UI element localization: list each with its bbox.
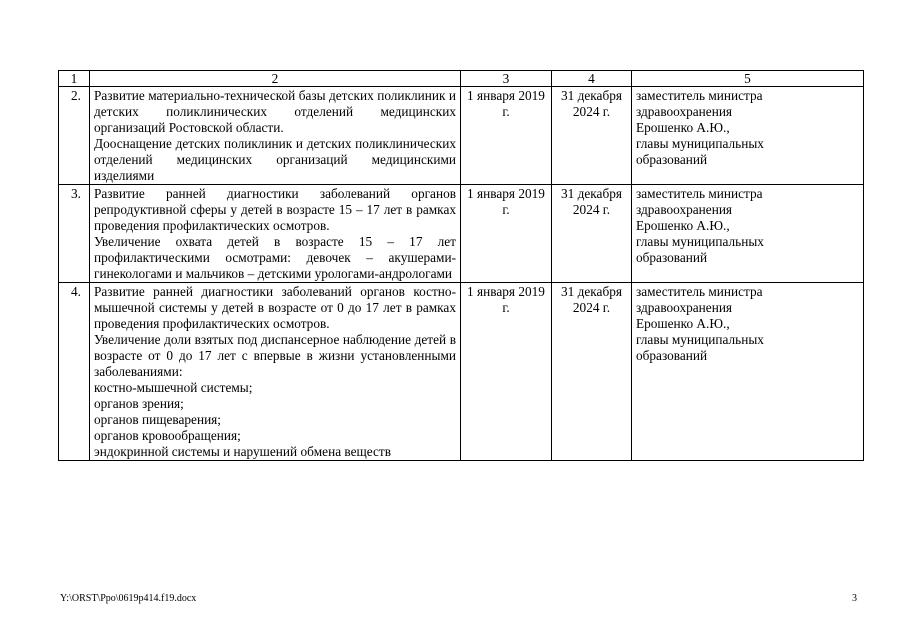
table-row	[59, 283, 864, 461]
description-line: органов кровообращения;	[94, 428, 241, 443]
row-description	[90, 87, 461, 185]
start-date: 1 января 2019 г.	[461, 185, 552, 283]
responsible-line: Ерошенко А.Ю.,	[636, 120, 730, 135]
responsible-line: главы муниципальных	[636, 332, 764, 347]
row-number: 2.	[59, 87, 90, 185]
description-paragraph: Увеличение доли взятых под диспансерное наблюдение детей в возрасте от 0 до 17 лет с впервые в жизни установленными заболеваниями:	[94, 332, 456, 379]
responsible-line: заместитель министра	[636, 88, 763, 103]
table-row	[59, 87, 864, 185]
responsible-line: заместитель министра	[636, 186, 763, 201]
description-line: костно-мышечной системы;	[94, 380, 253, 395]
responsible-line: здравоохранения	[636, 104, 733, 119]
row-description	[90, 185, 461, 283]
header-cell: 2	[90, 71, 461, 87]
responsible-line: Ерошенко А.Ю.,	[636, 218, 730, 233]
responsible-line: здравоохранения	[636, 202, 733, 217]
responsible-line: образований	[636, 250, 708, 265]
description-paragraph: Развитие ранней диагностики заболеваний органов костно-мышечной системы у детей в возрасте от 0 до 17 лет в рамках проведения профилактических осмотров.	[94, 284, 456, 331]
header-cell: 4	[552, 71, 632, 87]
row-number: 3.	[59, 185, 90, 283]
header-cell: 3	[461, 71, 552, 87]
end-date: 31 декабря 2024 г.	[552, 283, 632, 461]
end-date: 31 декабря 2024 г.	[552, 87, 632, 185]
description-line: органов зрения;	[94, 396, 184, 411]
responsible-line: здравоохранения	[636, 300, 733, 315]
page-number: 3	[852, 593, 857, 604]
responsible-line: заместитель министра	[636, 284, 763, 299]
header-cell: 5	[632, 71, 864, 87]
footer-file-path: Y:\ORST\Ppo\0619p414.f19.docx	[60, 593, 197, 604]
description-line: органов пищеварения;	[94, 412, 221, 427]
description-line: эндокринной системы и нарушений обмена веществ	[94, 444, 391, 459]
table-header-row	[59, 71, 864, 87]
row-number: 4.	[59, 283, 90, 461]
end-date: 31 декабря 2024 г.	[552, 185, 632, 283]
responsible-line: Ерошенко А.Ю.,	[636, 316, 730, 331]
measures-table	[58, 70, 864, 461]
responsible	[632, 87, 864, 185]
responsible-line: образований	[636, 348, 708, 363]
row-description	[90, 283, 461, 461]
responsible	[632, 283, 864, 461]
start-date: 1 января 2019 г.	[461, 283, 552, 461]
responsible-line: главы муниципальных	[636, 234, 764, 249]
responsible-line: главы муниципальных	[636, 136, 764, 151]
header-cell: 1	[59, 71, 90, 87]
responsible	[632, 185, 864, 283]
description-paragraph: Дооснащение детских поликлиник и детских поликлинических отделений медицинских организаций медицинскими изделиями	[94, 136, 456, 183]
description-paragraph: Увеличение охвата детей в возрасте 15 – 17 лет профилактическими осмотрами: девочек – акушерами-гинекологами и мальчиков – детскими урологами-андрологами	[94, 234, 456, 281]
description-paragraph: Развитие материально-технической базы детских поликлиник и детских поликлинических отделений медицинских организаций Ростовской области.	[94, 88, 456, 135]
table-row	[59, 185, 864, 283]
start-date: 1 января 2019 г.	[461, 87, 552, 185]
description-paragraph: Развитие ранней диагностики заболеваний органов репродуктивной сферы у детей в возрасте 15 – 17 лет в рамках проведения профилактических осмотров.	[94, 186, 456, 233]
responsible-line: образований	[636, 152, 708, 167]
